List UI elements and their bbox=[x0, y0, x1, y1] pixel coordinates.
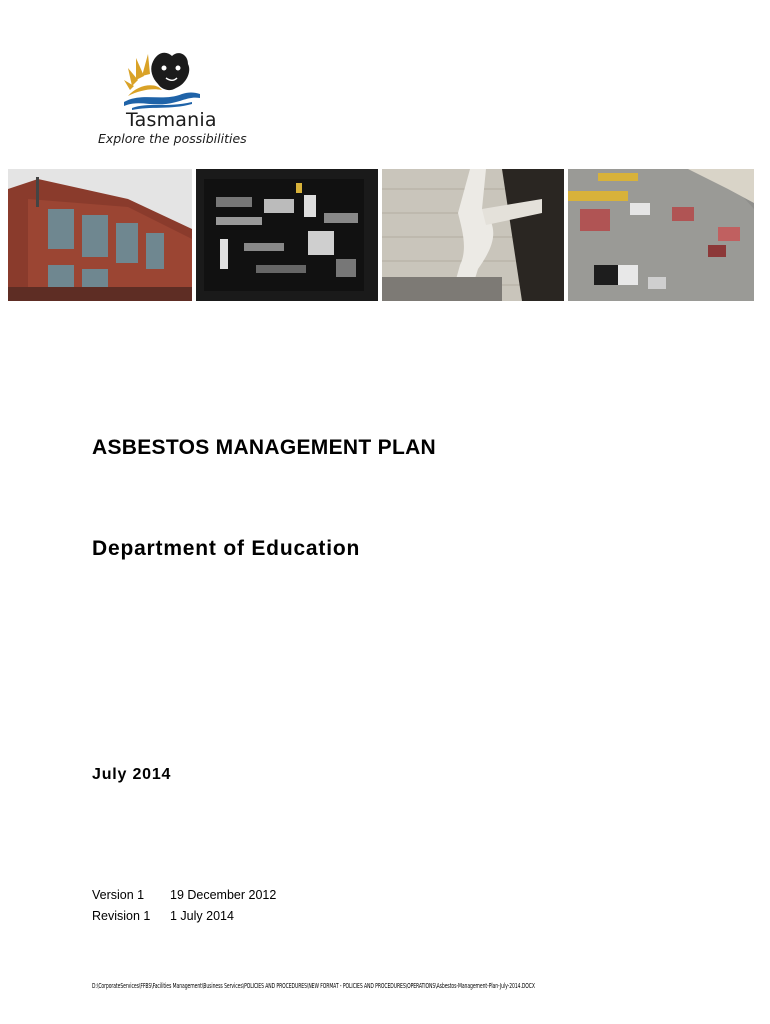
footer-file-path: D:\CorporateServices\FFBS\Facilities Management\Business Services\POLICIES AND PROCEDURES\NEW FORMAT - POLICIES AND PROCEDURES\OPERATIONS\Asbestos-Management-Plan-July-2014.DOCX bbox=[92, 982, 535, 990]
revision-label: Revision 1 bbox=[92, 909, 151, 923]
photo-pipe-and-wall bbox=[382, 169, 564, 301]
version-label: Version 1 bbox=[92, 888, 145, 902]
photo-floor-tiles bbox=[568, 169, 754, 301]
revision-date: 1 July 2014 bbox=[170, 909, 234, 923]
document-title: ASBESTOS MANAGEMENT PLAN bbox=[92, 436, 436, 459]
photo-strip bbox=[8, 169, 754, 301]
tasmanian-devil-emblem-icon bbox=[122, 46, 202, 110]
photo-electrical-switchboard bbox=[196, 169, 378, 301]
logo-tagline: Explore the possibilities bbox=[98, 131, 247, 146]
photo-brick-school-building bbox=[8, 169, 192, 301]
logo-wordmark: Tasmania bbox=[126, 109, 217, 131]
tasmania-logo bbox=[92, 46, 247, 146]
document-date: July 2014 bbox=[92, 766, 172, 783]
version-date: 19 December 2012 bbox=[170, 888, 277, 902]
document-subtitle: Department of Education bbox=[92, 537, 361, 560]
